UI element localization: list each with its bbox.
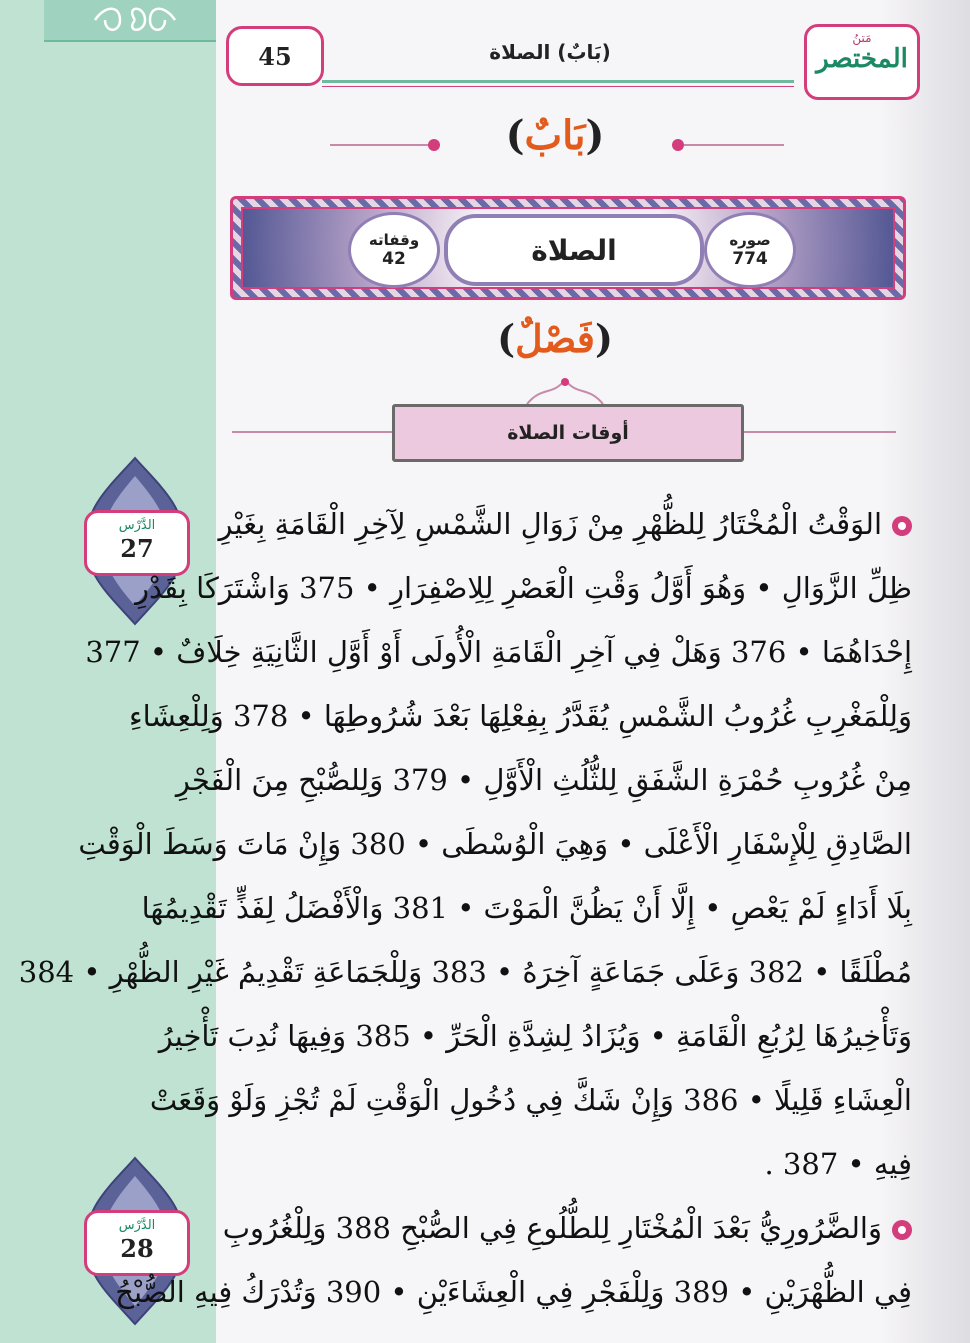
subheading-title: أوقات الصلاة — [507, 422, 629, 444]
section-heading: (فَصْلٌ) — [497, 316, 613, 361]
lesson-label: الدَّرْس — [118, 518, 156, 533]
swirl-ornament-icon — [90, 5, 180, 35]
chapter-heading-word: بَابٌ — [524, 112, 586, 159]
section-heading-word: فَصْلٌ — [515, 316, 595, 361]
page-number: 45 — [258, 41, 292, 71]
book-logo — [804, 24, 920, 100]
top-ornament-strip — [44, 0, 216, 42]
text-line: الْعِشَاءِ قَلِيلًا • 386 وَإِنْ شَكَّ فِي دُخُولِ الْوَقْتِ لَمْ تُجْزِ وَلَوْ وَقَعَتْ — [149, 1083, 912, 1117]
lesson-number: 28 — [120, 1234, 154, 1263]
text-line: الصَّادِقِ لِلْإِسْفَارِ الْأَعْلَى • وَهِيَ الْوُسْطَى • 380 وَإِنْ مَاتَ وَسَطَ الْوَقْتِ — [78, 827, 912, 861]
header-rule-thin — [322, 86, 794, 87]
text-line: مِنْ غُرُوبِ حُمْرَةِ الشَّفَقِ لِلثُّلُثِ الْأَوَّلِ • 379 وَلِلصُّبْحِ مِنَ الْفَجْرِ — [175, 763, 912, 797]
paragraph-bullet-icon — [892, 516, 912, 536]
text-line: بِلَا أَدَاءٍ لَمْ يَعْصِ • إِلَّا أَنْ يَظُنَّ الْمَوْتَ • 381 وَالْأَفْضَلُ لِفَذٍّ تَقْدِيمُهَا — [141, 891, 912, 925]
right-flourish-icon — [664, 130, 784, 160]
surah-count-label: صوره — [729, 231, 771, 249]
chapter-title: الصلاة — [531, 233, 617, 267]
text-line: إِحْدَاهُمَا • 376 وَهَلْ فِي آخِرِ الْقَامَةِ الْأُولَى أَوْ أَوَّلِ الثَّانِيَةِ خِلَافٌ • 377 — [85, 635, 912, 669]
surah-count-oval — [704, 212, 796, 288]
running-title: (بَابٌ) الصلاة — [489, 40, 611, 64]
left-flourish-icon — [330, 130, 450, 160]
subheading-crown-icon — [522, 376, 608, 406]
waqafat-count-label: وقفاته — [368, 231, 420, 249]
text-line: وَتَأْخِيرُهَا لِرُبُعِ الْقَامَةِ • وَيُزَادُ لِشِدَّةِ الْحَرِّ • 385 وَفِيهَا نُدِبَ تَأْخِيرُ — [158, 1019, 912, 1053]
lesson-label: الدَّرْس — [118, 1218, 156, 1233]
waqafat-count-oval — [348, 212, 440, 288]
text-line: وَلِلْمَغْرِبِ غُرُوبُ الشَّمْسِ يُقَدَّرُ بِفِعْلِهَا بَعْدَ شُرُوطِهَا • 378 وَلِلْعِشَاءِ — [128, 699, 912, 733]
header-rule — [322, 80, 794, 83]
logo-top-text: مَتنُ — [852, 31, 872, 45]
text-line: وَالضَّرُورِيُّ بَعْدَ الْمُخْتَارِ لِلطُّلُوعِ فِي الصُّبْحِ 388 وَلِلْغُرُوبِ — [228, 1196, 912, 1260]
text-line: الوَقْتُ الْمُخْتَارُ لِلظُّهْرِ مِنْ زَوَالِ الشَّمْسِ لِآخِرِ الْقَامَةِ بِغَيْرِ — [228, 492, 912, 556]
subheading-box — [392, 404, 744, 462]
lesson-number: 27 — [120, 534, 154, 563]
text-line: فِيهِ • 387 . — [764, 1147, 912, 1181]
logo-main-text: المختصر — [816, 44, 908, 74]
waqafat-count-value: 42 — [382, 249, 406, 269]
surah-count-value: 774 — [732, 249, 768, 269]
text-line: ظِلِّ الزَّوَالِ • وَهُوَ أَوَّلُ وَقْتِ الْعَصْرِ لِلِاصْفِرَارِ • 375 وَاشْتَرَكَا بِقَدْرِ — [134, 571, 912, 605]
chapter-title-pill — [444, 214, 704, 286]
text-line: فِي الظُّهْرَيْنِ • 389 وَلِلْفَجْرِ فِي الْعِشَاءَيْنِ • 390 وَتُدْرَكُ فِيهِ الصُّبْحُ — [115, 1275, 912, 1309]
chapter-heading: (بَابٌ) — [505, 112, 605, 159]
paragraph-bullet-icon — [892, 1220, 912, 1240]
text-line: مُطْلَقًا • 382 وَعَلَى جَمَاعَةٍ آخِرَهُ • 383 وَلِلْجَمَاعَةِ تَقْدِيمُ غَيْرِ الظُّهْرِ • 384 — [18, 955, 912, 989]
page-number-frame — [226, 26, 324, 86]
